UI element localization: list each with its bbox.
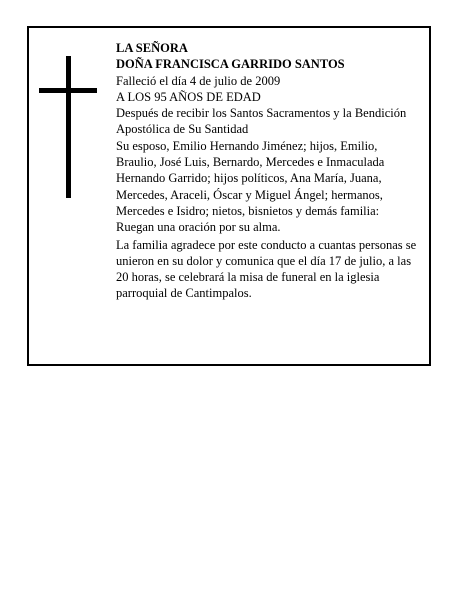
age-at-death: A LOS 95 AÑOS DE EDAD <box>116 89 261 104</box>
cross-icon <box>39 56 97 198</box>
notice-text <box>116 40 420 302</box>
notice-title: LA SEÑORA <box>116 41 188 55</box>
family-text: Su esposo, Emilio Hernando Jiménez; hijos, Emilio, Braulio, José Luis, Bernardo, Mercedes e Inmaculada Hernando Garrido; hijos políticos, Ana María, Juana, Mercedes, Araceli, Óscar y Miguel Ángel; hermanos, Mercedes e Isidro; nietos, bisnietos y demás familia: <box>116 138 385 218</box>
death-date: Falleció el día 4 de julio de 2009 <box>116 73 281 88</box>
thanks-text: La familia agradece por este conducto a cuantas personas se unieron en su dolor y comunica que el día 17 de julio, a las 20 horas, se celebrará la misa de funeral en la iglesia parroquial de Cantimpalos. <box>116 237 417 301</box>
prayer-text: Ruegan una oración por su alma. <box>116 220 281 235</box>
deceased-name: DOÑA FRANCISCA GARRIDO SANTOS <box>116 57 345 72</box>
cross-vertical-bar <box>66 56 71 198</box>
obituary-notice <box>27 26 431 366</box>
cross-horizontal-bar <box>39 88 97 93</box>
sacraments-text: Después de recibir los Santos Sacramentos y la Bendición Apostólica de Su Santidad <box>116 106 407 137</box>
